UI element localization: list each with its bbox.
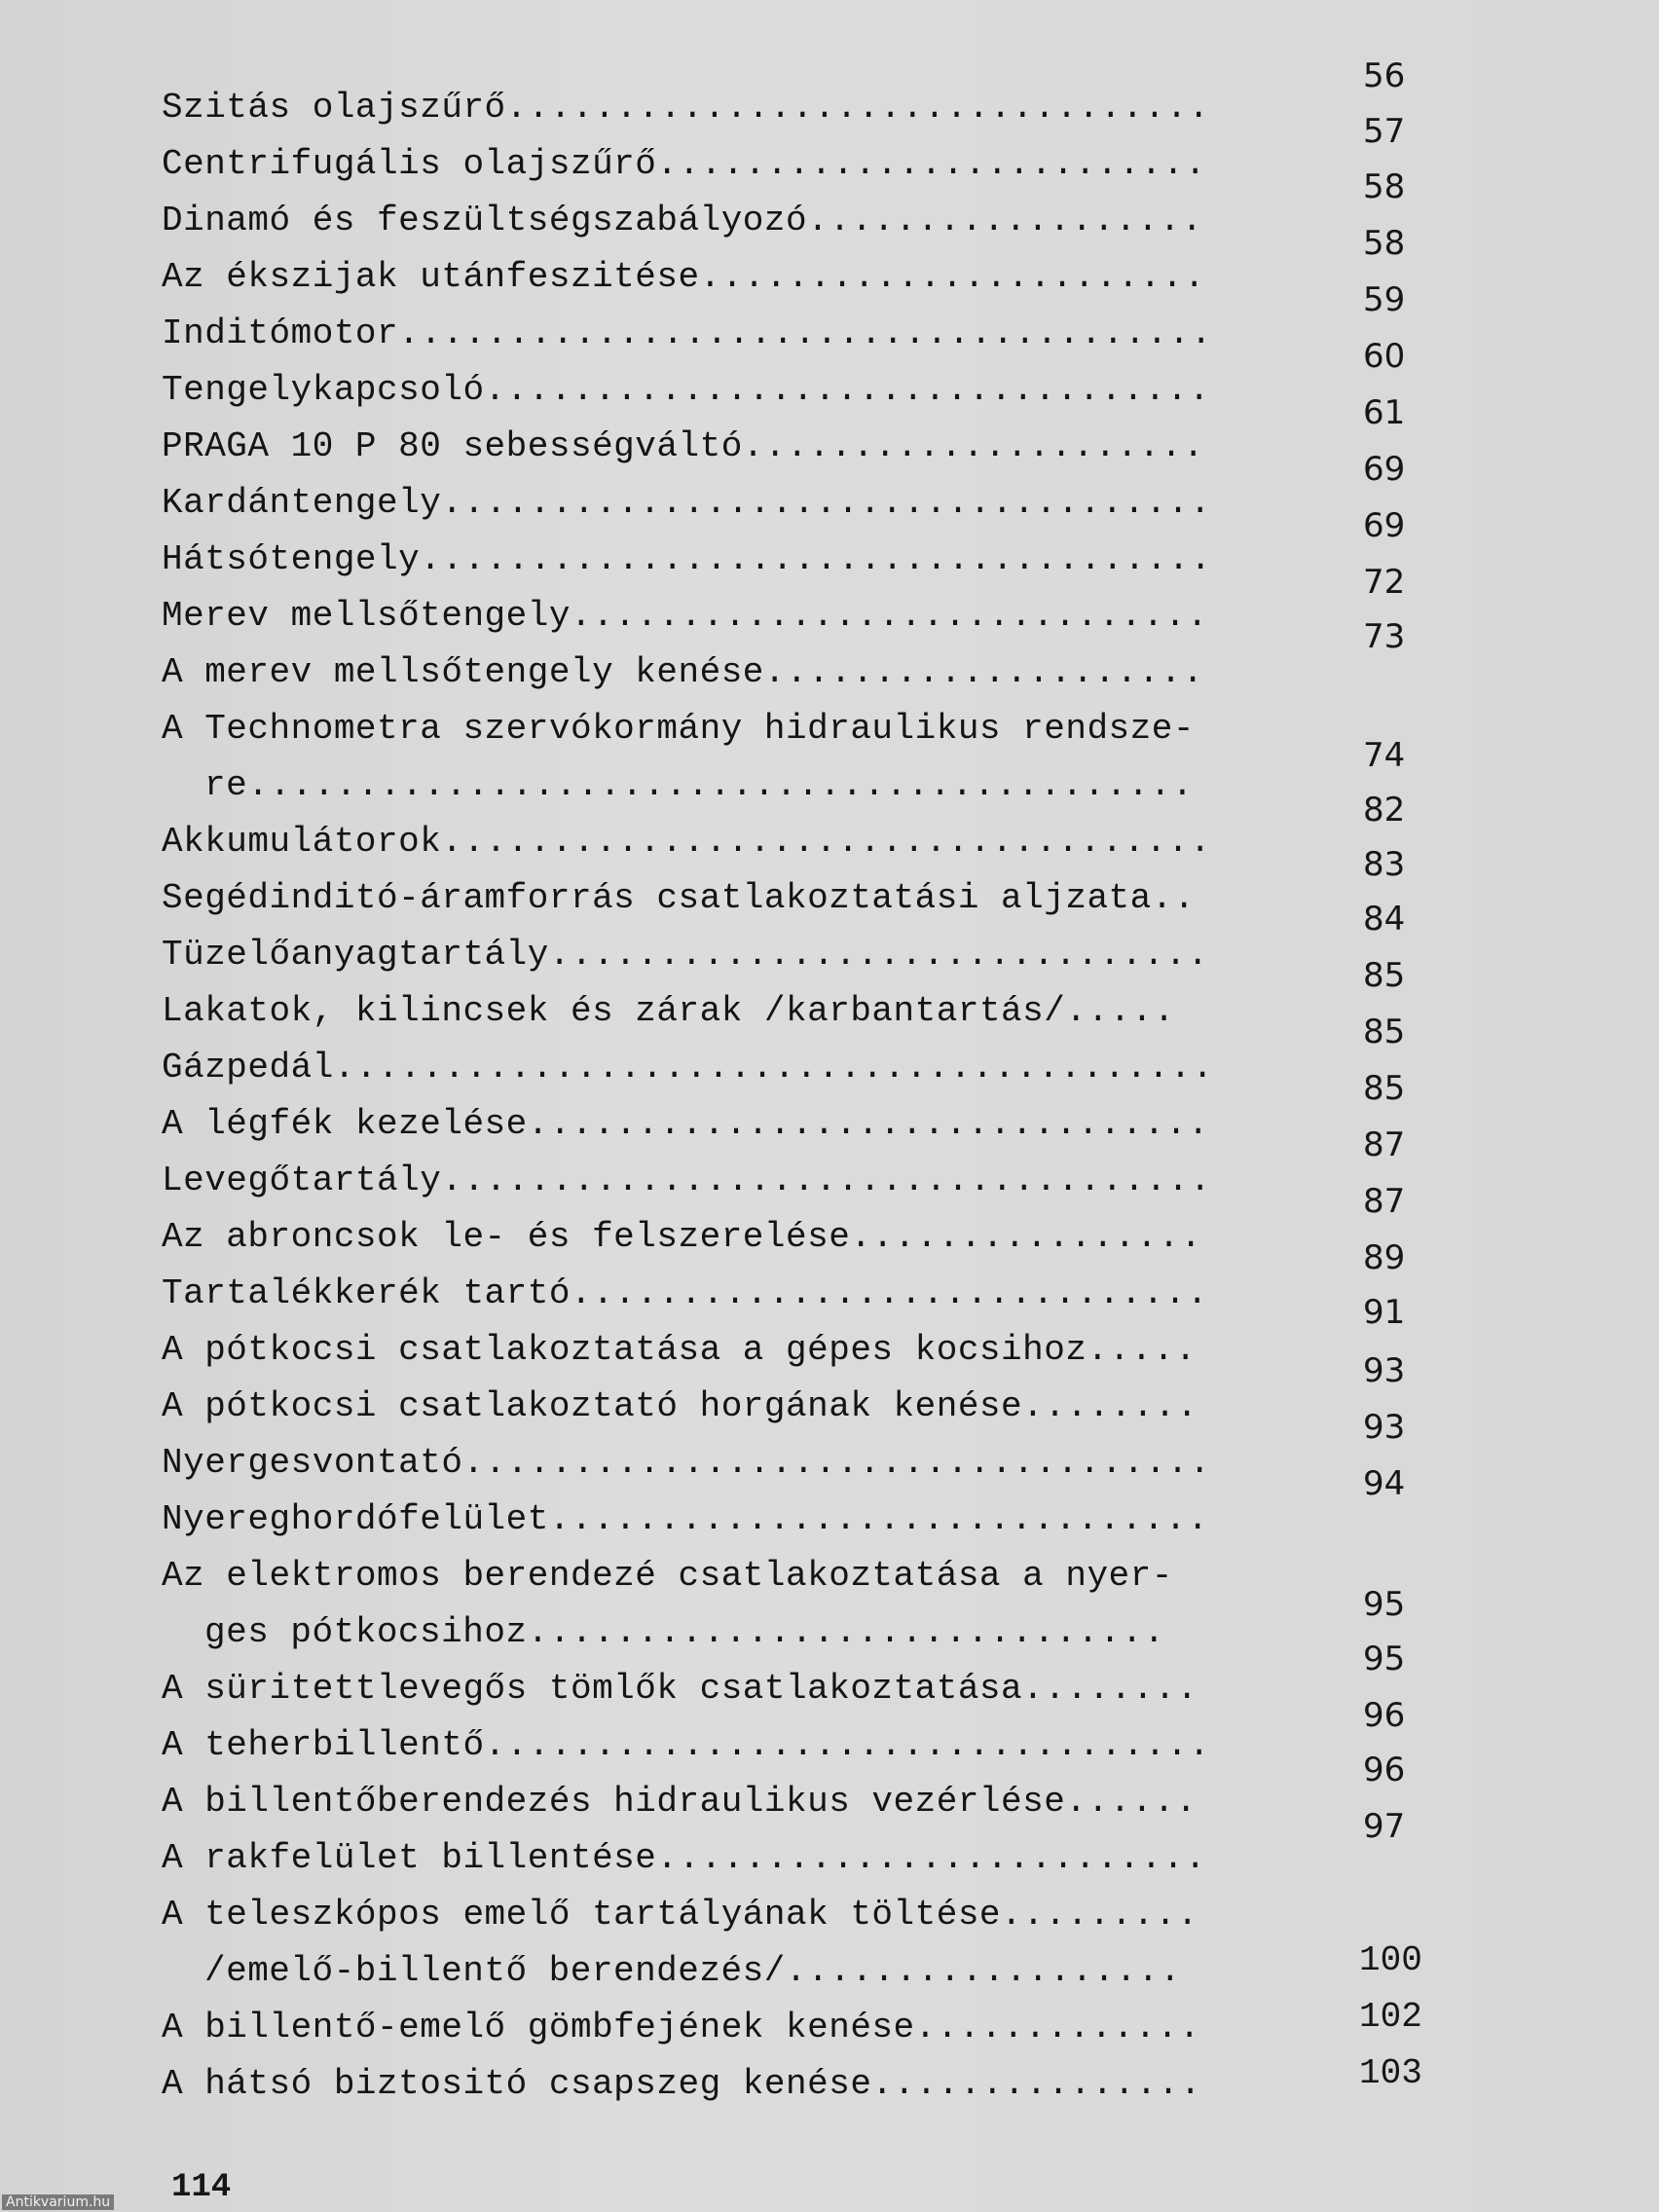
toc-entry-title: Szitás olajszűrő [162,88,506,128]
toc-leader-dots: ................................. [484,1725,1211,1765]
toc-entry-title: Nyereghordófelület [162,1499,549,1539]
toc-entry-title: Centrifugális olajszűrő [162,144,657,184]
page-number: 73 [1363,617,1406,656]
toc-leader-dots: ........ [1022,1386,1198,1426]
toc-entry [162,80,1244,136]
toc-entry [162,1435,1244,1492]
toc-entry [162,1492,1244,1548]
toc-entry [162,1717,1244,1774]
page-number: 87 [1363,1125,1406,1164]
toc-entry [162,983,1244,1040]
page-number: 69 [1363,450,1406,489]
page-number: 61 [1363,393,1406,432]
toc-entry-title: Tengelykapcsoló [162,370,485,410]
toc-entry-title: Dinamó és feszültségszabályozó [162,201,808,240]
toc-leader-dots: ............................... [527,1104,1210,1144]
page-number: 58 [1363,224,1406,263]
toc-entry [162,757,1244,814]
toc-entry-title: Inditómotor [162,313,399,353]
toc-entry [162,1661,1244,1717]
toc-leader-dots: ........................................... [247,765,1195,805]
page-number: 60 [1363,337,1406,376]
toc-entry [162,136,1244,193]
toc-leader-dots: ......................... [656,144,1207,184]
toc-leader-dots: ....................... [699,257,1206,297]
toc-leader-dots: ................................. [484,370,1211,410]
page-number: 93 [1363,1408,1406,1447]
toc-leader-dots: ............................. [527,1612,1166,1652]
toc-leader-dots: ............................. [570,596,1209,636]
toc-leader-dots: ................................... [441,822,1212,862]
toc-entry [162,2000,1244,2056]
toc-leader-dots: ..................... [742,426,1205,466]
page-number: 95 [1363,1640,1406,1678]
toc-entry [162,1604,1244,1661]
toc-entry-title: Levegőtartály [162,1161,442,1200]
toc-entry [162,1266,1244,1322]
toc-leader-dots: .. [1151,878,1196,918]
toc-entry [162,870,1244,927]
toc-entry [162,532,1244,588]
toc-entry-title: Az elektromos berendezé csatlakoztatása a nyer- [162,1556,1173,1596]
toc-entry [162,588,1244,645]
toc-entry-title: Nyergesvontató [162,1443,463,1483]
toc-entry-title: A teherbillentő [162,1725,485,1765]
toc-entry [162,475,1244,532]
toc-entry-title: re [204,765,248,805]
toc-entry [162,1322,1244,1379]
toc-leader-dots: ............... [871,2064,1202,2104]
toc-entry-title: Merev mellsőtengely [162,596,571,636]
toc-entry-title: Az ékszijak utánfeszitése [162,257,700,297]
toc-leader-dots: ............................. [570,1273,1209,1313]
toc-entry-title: A pótkocsi csatlakoztató horgának kenése [162,1386,1023,1426]
toc-entry [162,927,1244,983]
toc-entry [162,419,1244,475]
toc-entry [162,1774,1244,1830]
page-number: 74 [1363,736,1406,775]
toc-entry [162,1379,1244,1435]
page-number: 95 [1363,1585,1406,1624]
toc-entry [162,1040,1244,1096]
toc-entry [162,645,1244,701]
page-folio: 114 [171,2169,232,2206]
page-number: 69 [1363,506,1406,545]
page-number: 103 [1359,2053,1422,2093]
toc-entry [162,1943,1244,2000]
toc-entry-title: A billentő-emelő gömbfejének kenése [162,2008,915,2047]
toc-entry-title: A merev mellsőtengely kenése [162,652,764,692]
toc-leader-dots: ......... [1001,1895,1199,1935]
toc-entry [162,814,1244,870]
page-number: 83 [1363,845,1406,884]
toc-leader-dots: .................. [807,201,1203,240]
toc-entry [162,193,1244,249]
toc-leader-dots: .............................. [548,935,1209,975]
toc-entry [162,701,1244,757]
toc-entry-title: Gázpedál [162,1048,334,1088]
toc-entry-title: A légfék kezelése [162,1104,528,1144]
toc-leader-dots: ......................... [656,1838,1207,1878]
page-number: 97 [1363,1807,1406,1846]
toc-leader-dots: .................................. [462,1443,1211,1483]
toc-leader-dots: ..................................... [398,313,1213,353]
toc-leader-dots: ................................... [441,1161,1212,1200]
page-number: 93 [1363,1351,1406,1390]
toc-entry-title: Hátsótengely [162,539,421,579]
toc-entry [162,1096,1244,1153]
toc-entry-title: Kardántengely [162,483,442,523]
page-number: 57 [1363,112,1406,151]
toc-entry-title: A Technometra szervókormány hidraulikus rendsze- [162,709,1195,749]
page-number: 59 [1363,280,1406,319]
toc-leader-dots: ..... [1087,1330,1198,1370]
table-of-contents [162,80,1244,2113]
toc-entry-title: /emelő-billentő berendezés/ [204,1951,786,1991]
page-number: 85 [1363,956,1406,995]
toc-entry [162,1548,1244,1604]
toc-entry-title: A pótkocsi csatlakoztatása a gépes kocsihoz [162,1330,1088,1370]
toc-entry-title: A rakfelület billentése [162,1838,657,1878]
page-number: 91 [1363,1293,1406,1332]
page-number: 85 [1363,1069,1406,1108]
page-number: 85 [1363,1013,1406,1051]
toc-leader-dots: ............. [914,2008,1201,2047]
page-number: 100 [1359,1940,1422,1980]
page-number: 102 [1359,1997,1422,2037]
page-number: 84 [1363,900,1406,939]
toc-entry-title: Lakatok, kilincsek és zárak /karbantartás/ [162,991,1066,1031]
toc-entry-title: Tüzelőanyagtartály [162,935,549,975]
page-number: 82 [1363,791,1406,830]
page-number: 89 [1363,1238,1406,1277]
toc-entry-title: Segédinditó-áramforrás csatlakoztatási aljzata [162,878,1152,918]
toc-leader-dots: ........................................ [333,1048,1214,1088]
toc-leader-dots: ................................... [441,483,1212,523]
toc-entry-title: ges pótkocsihoz [204,1612,528,1652]
toc-leader-dots: ................ [850,1217,1202,1257]
toc-leader-dots: .................................... [420,539,1212,579]
toc-entry-title: A hátsó biztositó csapszeg kenése [162,2064,872,2104]
toc-entry-title: Tartalékkerék tartó [162,1273,571,1313]
toc-leader-dots: .............................. [548,1499,1209,1539]
page-number: 96 [1363,1696,1406,1735]
toc-entry-title: Akkumulátorok [162,822,442,862]
page-number: 56 [1363,56,1406,95]
toc-entry [162,362,1244,419]
toc-entry-title: A billentőberendezés hidraulikus vezérlése [162,1782,1066,1822]
watermark: Antikvarium.hu [2,2194,114,2210]
toc-leader-dots: .................. [785,1951,1182,1991]
toc-leader-dots: ........ [1022,1669,1198,1709]
toc-entry-title: PRAGA 10 P 80 sebességváltó [162,426,743,466]
toc-entry [162,1887,1244,1943]
toc-entry [162,1830,1244,1887]
page-number: 72 [1363,563,1406,602]
toc-entry [162,306,1244,362]
toc-entry [162,2056,1244,2113]
page-number: 94 [1363,1464,1406,1503]
toc-leader-dots: ..... [1065,991,1176,1031]
page-number: 96 [1363,1751,1406,1789]
toc-entry [162,1153,1244,1209]
toc-entry-title: A süritettlevegős tömlők csatlakoztatása [162,1669,1023,1709]
toc-leader-dots: ................................ [505,88,1210,128]
toc-leader-dots: .................... [763,652,1204,692]
toc-leader-dots: ...... [1065,1782,1198,1822]
page-number: 58 [1363,167,1406,206]
toc-entry-title: A teleszkópos emelő tartályának töltése [162,1895,1002,1935]
page-number: 87 [1363,1182,1406,1221]
toc-entry [162,249,1244,306]
toc-entry [162,1209,1244,1266]
toc-entry-title: Az abroncsok le- és felszerelése [162,1217,851,1257]
